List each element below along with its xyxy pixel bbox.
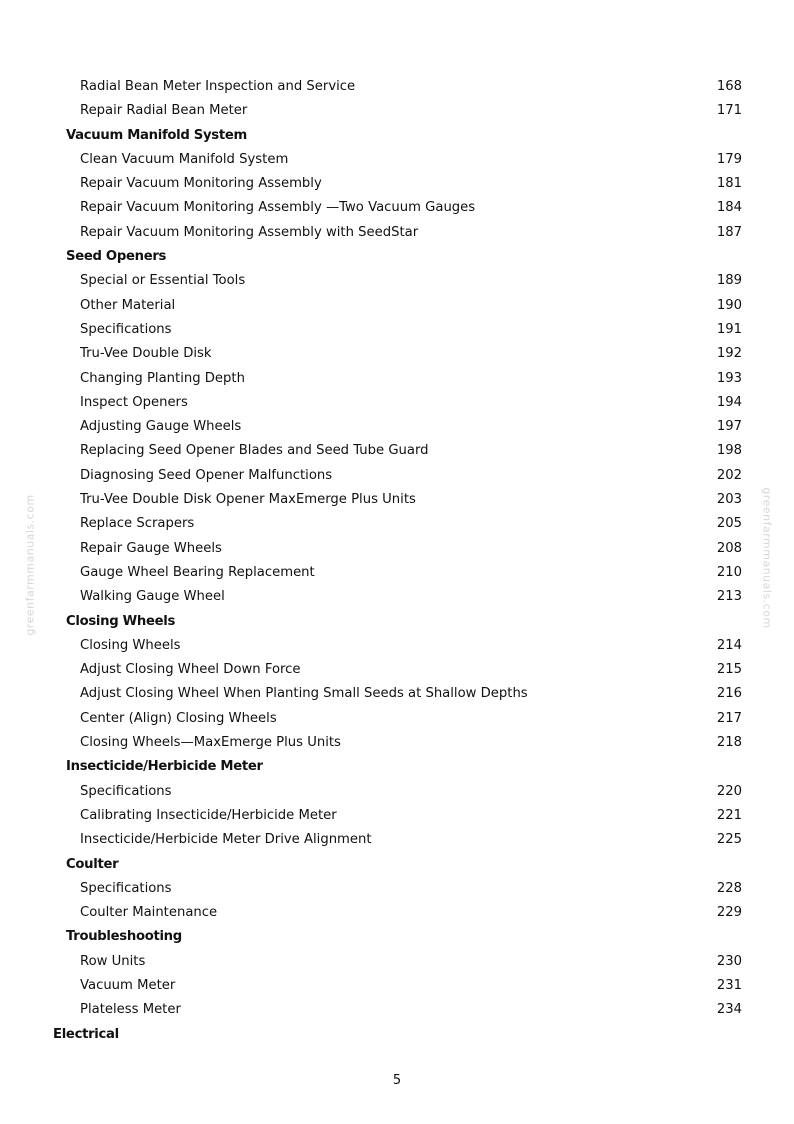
toc-title: Center (Align) Closing Wheels [80, 710, 277, 726]
toc-title: Special or Essential Tools [80, 273, 246, 289]
toc-page-number: 218 [716, 735, 742, 751]
toc-title: Repair Vacuum Monitoring Assembly —Two Vacuum Gauges [80, 200, 476, 216]
toc-title: Repair Radial Bean Meter [80, 103, 248, 119]
toc-page-number: 203 [716, 492, 742, 508]
toc-entry[interactable] [0, 391, 794, 415]
toc-entry[interactable] [0, 512, 794, 536]
toc-section-heading [0, 853, 794, 877]
toc-entry[interactable] [0, 172, 794, 196]
toc-page-number: 208 [716, 540, 742, 556]
toc-entry[interactable] [0, 731, 794, 755]
toc-page-number: 194 [716, 394, 742, 410]
toc-entry[interactable] [0, 415, 794, 439]
toc-title: Seed Openers [66, 249, 167, 265]
toc-entry[interactable] [0, 780, 794, 804]
toc-title: Changing Planting Depth [80, 370, 245, 386]
toc-page-number: 225 [716, 832, 742, 848]
toc-entry[interactable] [0, 342, 794, 366]
toc-title: Specifications [80, 880, 172, 896]
toc-entry[interactable] [0, 828, 794, 852]
toc-page-number: 217 [716, 710, 742, 726]
toc-title: Inspect Openers [80, 394, 188, 410]
toc-page-number: 181 [716, 176, 742, 192]
toc-title: Closing Wheels—MaxEmerge Plus Units [80, 735, 341, 751]
toc-title: Tru-Vee Double Disk [80, 346, 212, 362]
toc-entry[interactable] [0, 585, 794, 609]
toc-entry[interactable] [0, 901, 794, 925]
toc-entry[interactable] [0, 269, 794, 293]
toc-entry[interactable] [0, 464, 794, 488]
toc-title: Repair Vacuum Monitoring Assembly with SeedStar [80, 224, 419, 240]
toc-page-number: 192 [716, 346, 742, 362]
toc-title: Coulter [66, 856, 119, 872]
toc-page-number: 220 [716, 783, 742, 799]
toc-entry[interactable] [0, 974, 794, 998]
toc-page-number: 193 [716, 370, 742, 386]
toc-title: Repair Vacuum Monitoring Assembly [80, 176, 322, 192]
toc-entry[interactable] [0, 950, 794, 974]
toc-title: Electrical [53, 1026, 119, 1042]
toc-page-number: 229 [716, 905, 742, 921]
toc-entry[interactable] [0, 196, 794, 220]
toc-title: Gauge Wheel Bearing Replacement [80, 564, 315, 580]
toc-page-number: 168 [716, 79, 742, 94]
toc-section-heading [0, 124, 794, 148]
page-number: 5 [392, 1073, 402, 1088]
toc-page-number: 228 [716, 880, 742, 896]
toc-title: Vacuum Meter [80, 977, 176, 993]
toc-page-number: 179 [716, 151, 742, 167]
toc-entry[interactable] [0, 439, 794, 463]
toc-title: Radial Bean Meter Inspection and Service [80, 79, 356, 94]
toc-page-number: 213 [716, 589, 742, 605]
toc-entry[interactable] [0, 804, 794, 828]
toc-title: Calibrating Insecticide/Herbicide Meter [80, 807, 337, 823]
toc-title: Vacuum Manifold System [66, 127, 247, 143]
toc-page-number: 231 [716, 977, 742, 993]
toc-entry[interactable] [0, 294, 794, 318]
toc-page-number: 184 [716, 200, 742, 216]
toc-title: Troubleshooting [66, 929, 182, 945]
watermark-right: greenfarmmanuals.com [760, 487, 774, 629]
toc-page-number: 234 [716, 1002, 742, 1018]
toc-title: Plateless Meter [80, 1002, 181, 1018]
toc-page-number: 197 [716, 419, 742, 435]
table-of-contents [0, 75, 794, 1047]
toc-section-heading [0, 610, 794, 634]
toc-section-heading [0, 755, 794, 779]
toc-page-number: 190 [716, 297, 742, 313]
toc-page-number: 221 [716, 807, 742, 823]
toc-page-number: 191 [716, 321, 742, 337]
toc-page-number: 198 [716, 443, 742, 459]
toc-page-number: 216 [716, 686, 742, 702]
toc-title: Insecticide/Herbicide Meter Drive Alignment [80, 832, 372, 848]
toc-title: Specifications [80, 321, 172, 337]
toc-entry[interactable] [0, 488, 794, 512]
toc-title: Replacing Seed Opener Blades and Seed Tube Guard [80, 443, 429, 459]
watermark-left: greenfarmmanuals.com [23, 494, 37, 636]
toc-entry[interactable] [0, 877, 794, 901]
toc-entry[interactable] [0, 367, 794, 391]
toc-entry[interactable] [0, 658, 794, 682]
toc-title: Row Units [80, 953, 146, 969]
toc-chapter-heading [0, 1023, 794, 1047]
toc-entry[interactable] [0, 634, 794, 658]
toc-section-heading [0, 245, 794, 269]
toc-entry[interactable] [0, 318, 794, 342]
toc-page-number: 205 [716, 516, 742, 532]
toc-title: Coulter Maintenance [80, 905, 218, 921]
toc-title: Closing Wheels [80, 637, 181, 653]
toc-title: Replace Scrapers [80, 516, 195, 532]
toc-entry[interactable] [0, 561, 794, 585]
toc-entry[interactable] [0, 682, 794, 706]
toc-page-number: 187 [716, 224, 742, 240]
toc-title: Adjust Closing Wheel When Planting Small Seeds at Shallow Depths [80, 686, 528, 702]
toc-entry[interactable] [0, 221, 794, 245]
toc-section-heading [0, 925, 794, 949]
toc-title: Specifications [80, 783, 172, 799]
toc-entry[interactable] [0, 148, 794, 172]
toc-entry[interactable] [0, 537, 794, 561]
toc-entry[interactable] [0, 75, 794, 99]
toc-title: Adjust Closing Wheel Down Force [80, 662, 301, 678]
toc-entry[interactable] [0, 998, 794, 1022]
toc-title: Adjusting Gauge Wheels [80, 419, 242, 435]
toc-entry[interactable] [0, 99, 794, 123]
toc-page-number: 215 [716, 662, 742, 678]
toc-page-number: 214 [716, 637, 742, 653]
toc-entry[interactable] [0, 707, 794, 731]
toc-page-number: 230 [716, 953, 742, 969]
toc-title: Closing Wheels [66, 613, 176, 629]
toc-page-number: 189 [716, 273, 742, 289]
toc-title: Clean Vacuum Manifold System [80, 151, 289, 167]
toc-title: Other Material [80, 297, 176, 313]
toc-page-number: 171 [716, 103, 742, 119]
toc-title: Walking Gauge Wheel [80, 589, 225, 605]
toc-title: Repair Gauge Wheels [80, 540, 222, 556]
toc-title: Tru-Vee Double Disk Opener MaxEmerge Plus Units [80, 492, 416, 508]
toc-page-number: 210 [716, 564, 742, 580]
toc-page-number: 202 [716, 467, 742, 483]
toc-title: Diagnosing Seed Opener Malfunctions [80, 467, 333, 483]
toc-title: Insecticide/Herbicide Meter [66, 759, 263, 775]
